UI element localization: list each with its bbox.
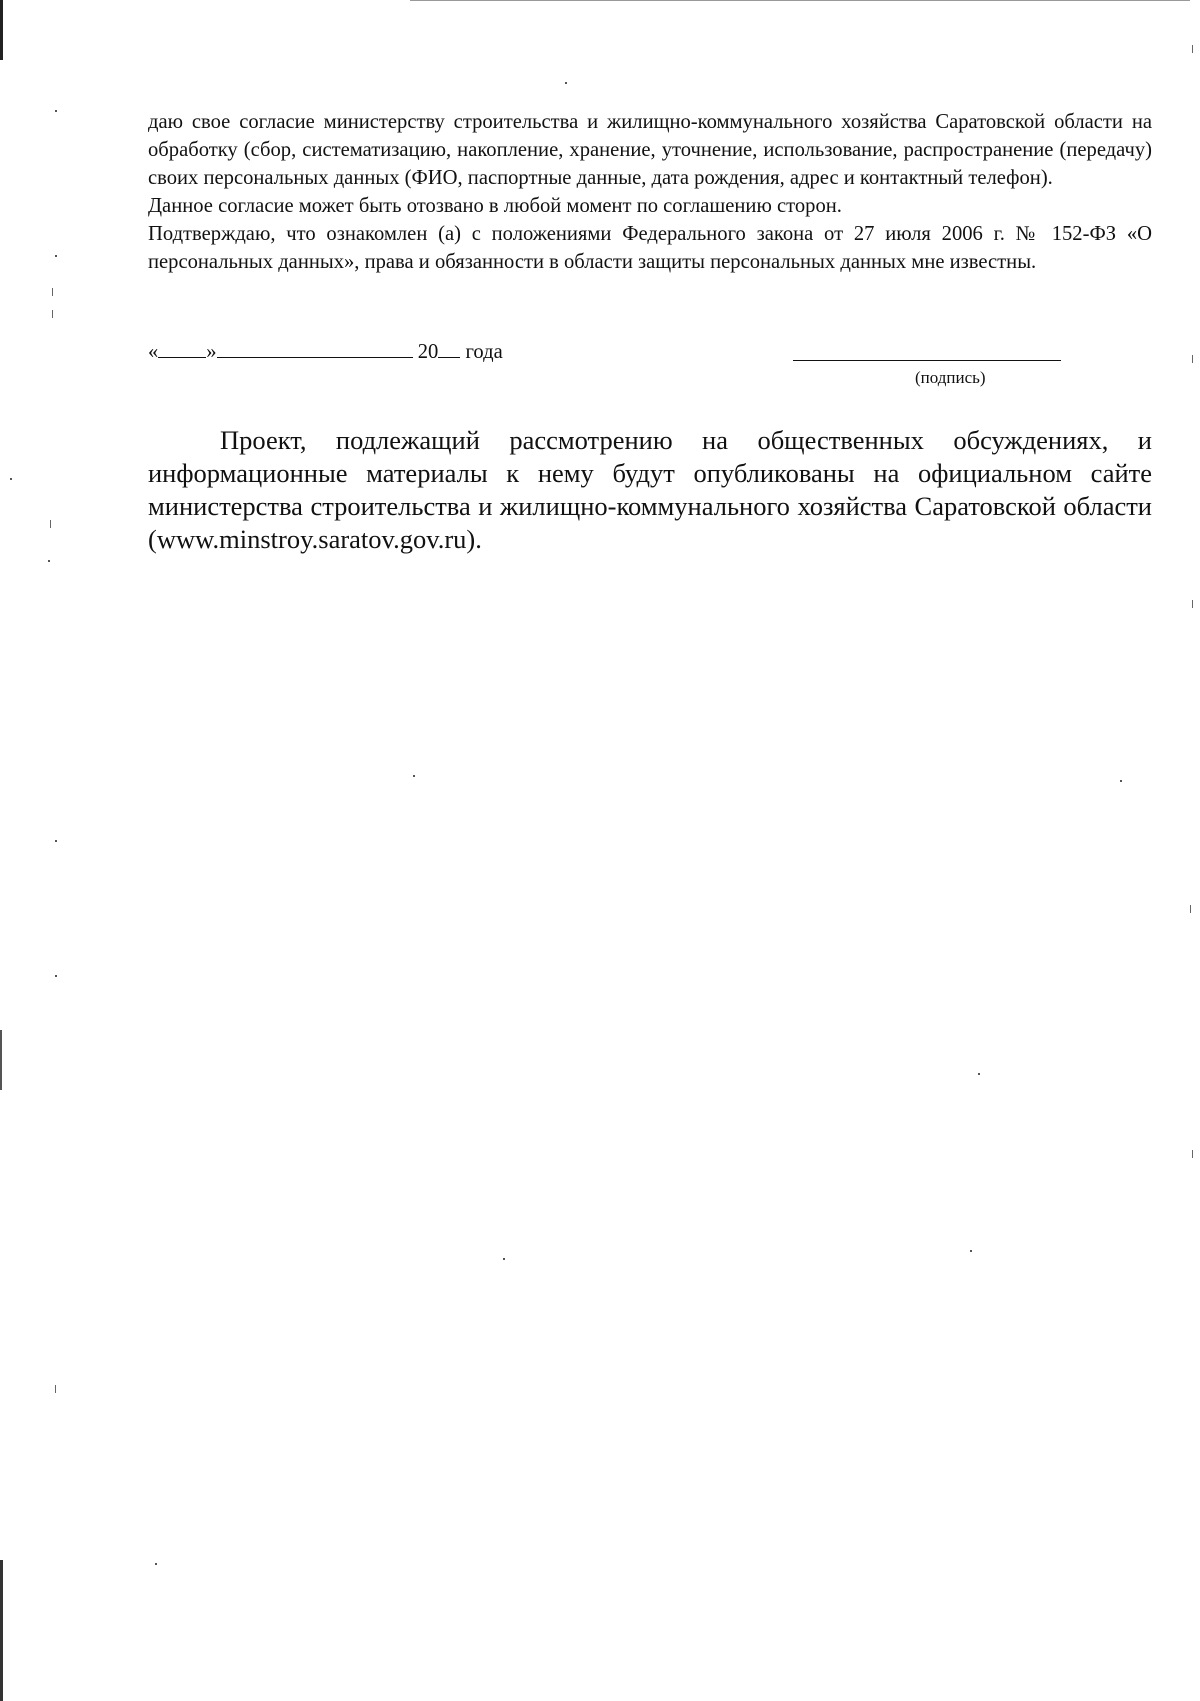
scan-speck [155, 1563, 157, 1565]
year-suffix: года [465, 341, 503, 363]
scan-speck [978, 1073, 980, 1075]
scan-speck [565, 82, 567, 84]
signature-line[interactable] [793, 360, 1061, 361]
scan-speck [1190, 905, 1191, 913]
date-signature-row [148, 339, 1152, 369]
scan-edge-mark [0, 1030, 2, 1090]
scan-speck [1120, 780, 1122, 782]
scan-speck [55, 255, 57, 257]
scan-speck [1192, 355, 1193, 363]
scan-speck [52, 288, 53, 296]
scan-speck [55, 975, 57, 977]
scan-speck [970, 1250, 972, 1252]
scan-speck [1192, 45, 1193, 53]
consent-text [148, 108, 1152, 276]
month-blank[interactable] [217, 339, 413, 358]
scan-edge-mark [0, 0, 3, 60]
scan-speck [55, 840, 57, 842]
day-blank[interactable] [158, 339, 206, 358]
scan-edge-mark [0, 1560, 3, 1701]
year-blank[interactable] [438, 339, 460, 358]
scan-speck [55, 1385, 56, 1393]
consent-paragraph: Данное согласие может быть отозвано в любой момент по соглашению сторон. [148, 195, 842, 217]
date-close-quote: » [206, 341, 217, 363]
consent-paragraph: Подтверждаю, что ознакомлен (а) с положениями Федерального закона от 27 июля 2006 г. № 152-ФЗ «О персональных данных», права и обязанности в области защиты персональных данных мне известны. [148, 223, 1152, 273]
signature-caption: (подпись) [915, 368, 986, 387]
consent-paragraph: даю свое согласие министерству строительства и жилищно-коммунального хозяйства Саратовской области на обработку (сбор, систематизацию, накопление, хранение, уточнение, использование, распространение (передачу) своих персональных данных (ФИО, паспортные данные, дата рождения, адрес и контактный телефон). [148, 111, 1152, 189]
year-prefix: 20 [417, 341, 439, 363]
publication-notice: Проект, подлежащий рассмотрению на общественных обсуждениях, и информационные материалы к нему будут опубликованы на официальном сайте министерства строительства и жилищно-коммунального хозяйства Саратовской области (www.minstroy.saratov.gov.ru). [148, 425, 1152, 554]
scan-edge-line [410, 0, 1190, 1]
scan-speck [1192, 600, 1193, 608]
scan-speck [48, 560, 50, 562]
scan-speck [503, 1258, 505, 1260]
scan-speck [55, 110, 57, 112]
date-open-quote: « [148, 341, 159, 363]
scan-speck [10, 478, 12, 480]
scan-speck [1192, 1150, 1193, 1158]
scan-speck [50, 520, 51, 528]
scan-speck [52, 310, 53, 318]
scan-speck [413, 775, 415, 777]
date-field [148, 339, 503, 364]
